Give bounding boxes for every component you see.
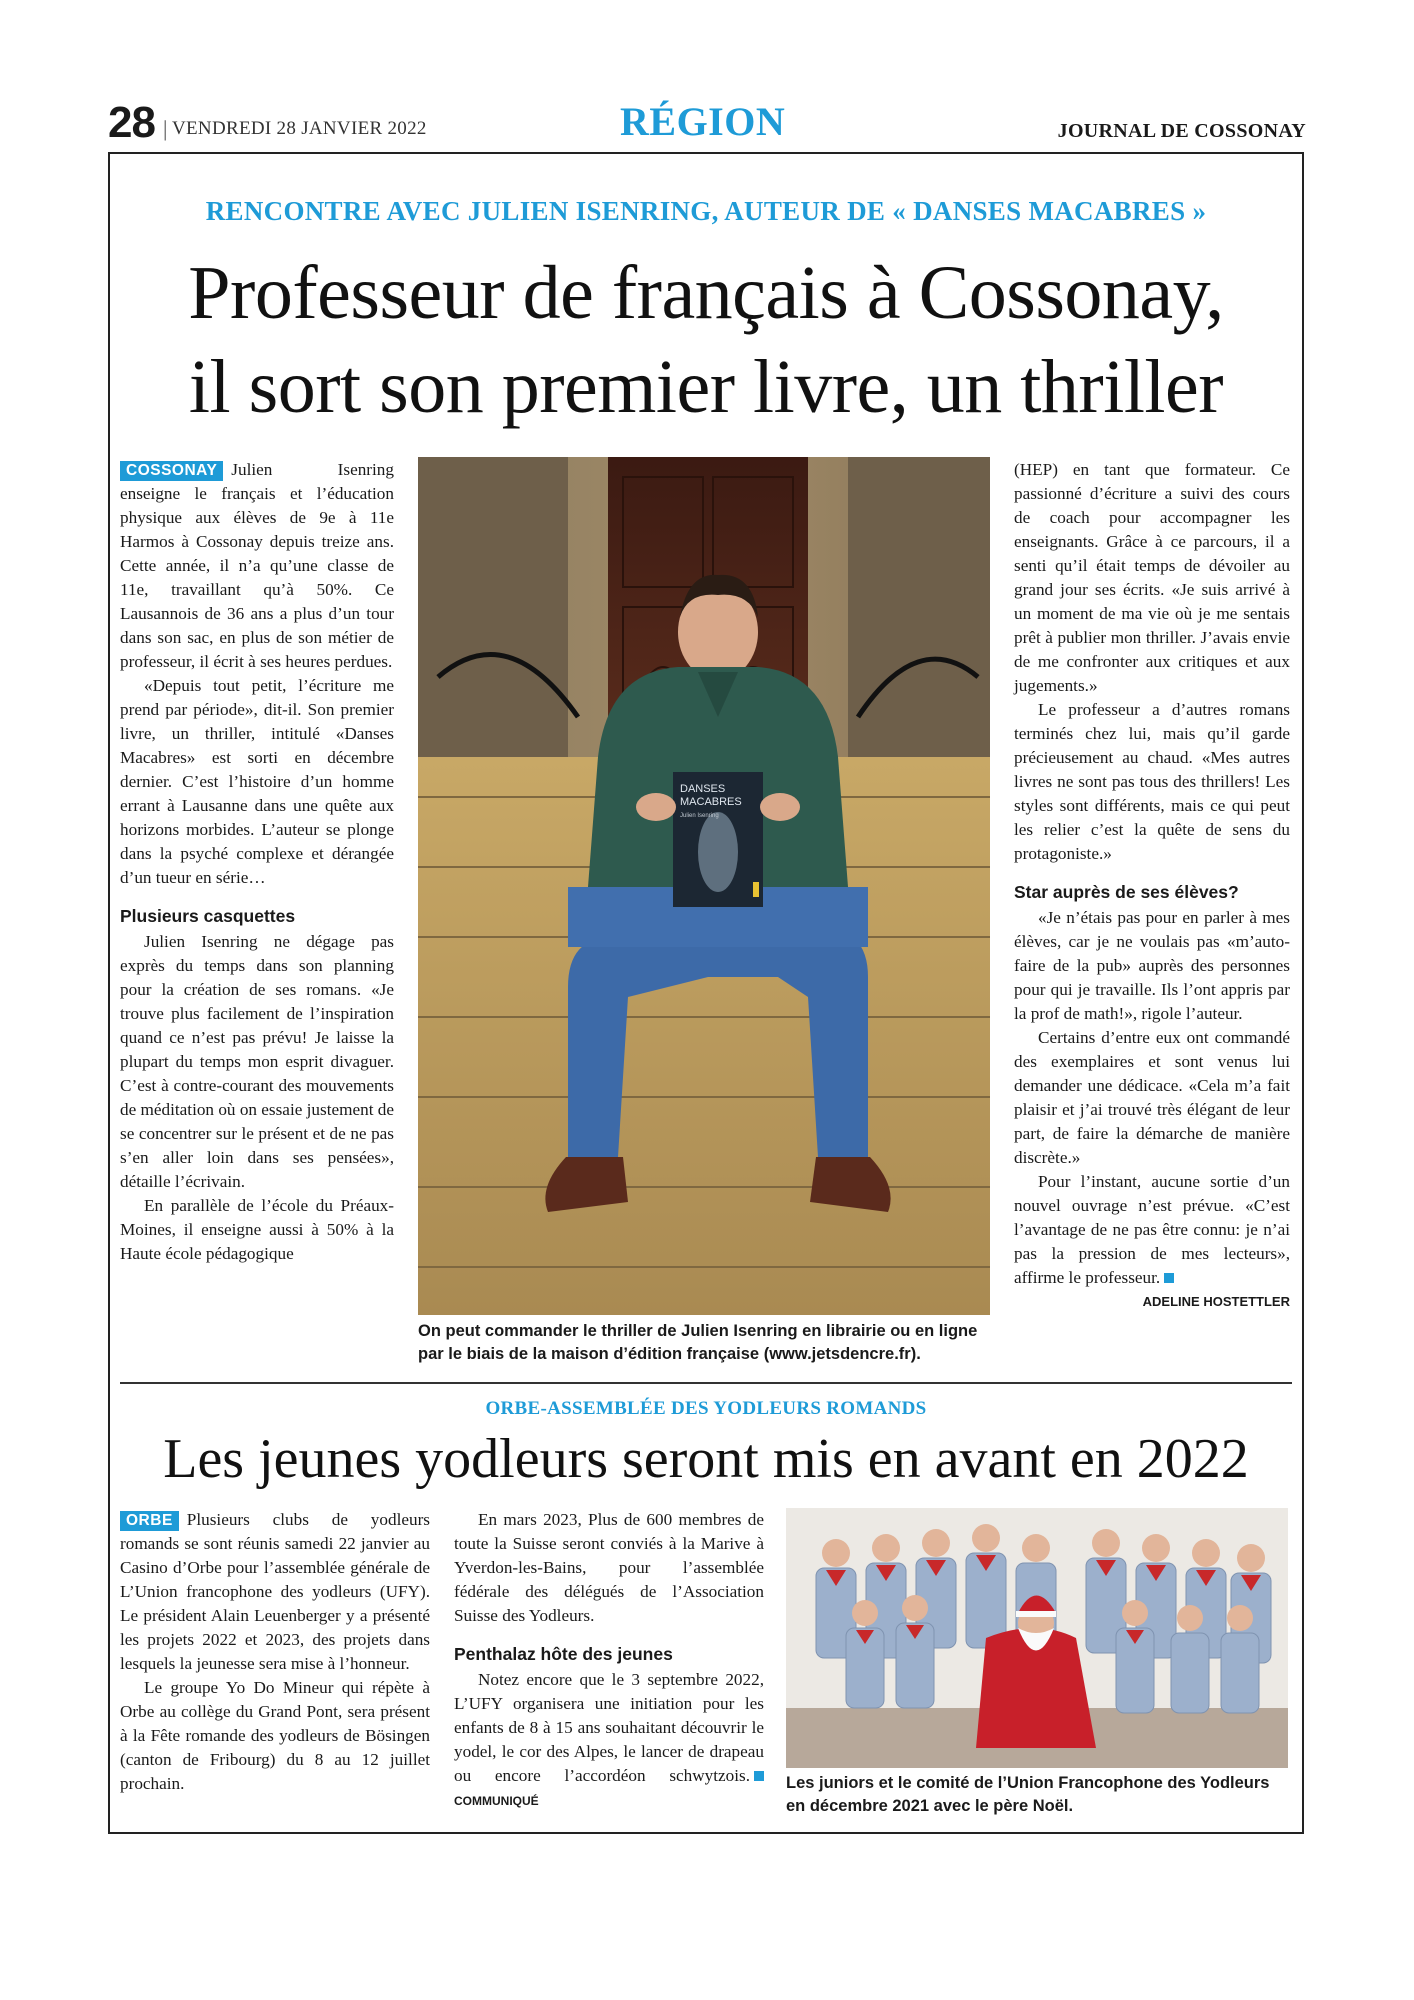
article2-paragraph: En mars 2023, Plus de 600 membres de toute la Suisse seront conviés à la Marive à Yverdon-les-Bains, pour l’assemblée fédérale des délégués de l’Association Suisse des Yodleurs. (454, 1510, 764, 1625)
article1-paragraph: «Depuis tout petit, l’écriture me prend par période», dit-il. Son premier livre, un thriller, intitulé «Danses Macabres» est sorti en décembre dernier. C’est l’histoire d’un homme errant à Lausanne dans une quête aux horizons morbides. L’auteur se plonge dans la psyché complexe et dérangée d’un tueur en série… (120, 676, 394, 887)
article1-headline (108, 246, 1304, 434)
svg-text:Julien Isenring: Julien Isenring (680, 813, 719, 819)
article2-paragraph: Notez encore que le 3 septembre 2022, L’UFY organisera une initiation pour les enfants de 8 à 15 ans souhaitant découvrir le yodel, le cor des Alpes, le lancer de drapeau ou encore l’accordéon schwytzois. COMMUNIQUÉ (454, 1670, 764, 1808)
article1-paragraph: (HEP) en tant que formateur. Ce passionné d’écriture a suivi des cours de coach pour accompagner les enseignants. Grâce à ce parcours, il a senti qu’il était temps de dévoiler au grand jour ses écrits. «Je suis arrivé à un moment de ma vie où je me sentais prêt à publier mon thriller. J’avais envie de me confronter aux critiques et aux jugements.» (1014, 460, 1290, 695)
article1-byline: ADELINE HOSTETTLER (1142, 1294, 1290, 1309)
svg-text:DANSES: DANSES (680, 783, 726, 795)
article2-paragraph: ORBE Plusieurs clubs de yodleurs romands se sont réunis samedi 22 janvier au Casino d’Orbe pour l’assemblée générale de L’Union francophone des yodleurs (UFY). Le président Alain Leuenberger y a présenté les projets 2022 et 2023, des projets dans lesquels la jeunesse sera mise à l’honneur. (120, 1510, 430, 1673)
article2-byline: COMMUNIQUÉ (454, 1794, 539, 1808)
article2-column-2 (454, 1508, 764, 1813)
article1-paragraph: Certains d’entre eux ont commandé des exemplaires et sont venus lui demander une dédicace. «Cela m’a fait plaisir et j’ai trouvé très élégant de leur part, de faire la démarche de manière discrète.» (1014, 1028, 1290, 1167)
end-of-article-marker (754, 1771, 764, 1781)
article1-subheading: Star auprès de ses élèves? (1014, 882, 1239, 902)
issue-date: VENDREDI 28 JANVIER 2022 (172, 118, 427, 139)
article2-headline: Les jeunes yodleurs seront mis en avant en 2022 (163, 1428, 1249, 1490)
page-number: 28 (108, 98, 155, 147)
yodlers-group-photo (786, 1508, 1288, 1768)
article2-photo-caption: Les juniors et le comité de l’Union Francophone des Yodleurs en décembre 2021 avec le père Noël. (786, 1774, 1270, 1815)
article-divider (120, 1382, 1292, 1384)
article1-headline-line2: il sort son premier livre, un thriller (188, 345, 1224, 429)
article1-paragraph: En parallèle de l’école du Préaux-Moines, il enseigne aussi à 50% à la Haute école pédagogique (120, 1196, 394, 1263)
header-separator: | (163, 116, 168, 141)
end-of-article-marker (1164, 1273, 1174, 1283)
article1-column-1 (120, 458, 394, 1266)
article1-paragraph: COSSONAY Julien Isenring enseigne le français et l’éducation physique aux élèves de 9e à 11e Harmos à Cossonay depuis treize ans. Cette année, il n’a qu’une classe de 11e, travaillant qu’à 50%. Ce Lausannois de 36 ans a plus d’un tour dans son sac, en plus de son métier de professeur, il écrit à ses heures perdues. (120, 460, 394, 671)
article1-paragraph: Pour l’instant, aucune sortie d’un nouvel ouvrage n’est prévue. «C’est l’avantage de ne pas être connu: je n’ai pas la pression de mes lecteurs», affirme le professeur. ADELINE HOSTETTLER (1014, 1170, 1290, 1290)
article1-column-3 (1014, 458, 1290, 1314)
article1-paragraph: «Je n’étais pas pour en parler à mes élèves, car je ne voulais pas «m’auto-faire de la pub» auprès des personnes pour qui je travaille. Ils l’ont appris par la prof de math!», rigole l’auteur. (1014, 908, 1290, 1023)
article1-photo-caption: On peut commander le thriller de Julien Isenring en librairie ou en ligne par le biais de la maison d’édition française (www.jetsdencre.fr). (418, 1322, 978, 1363)
article1-subheading: Plusieurs casquettes (120, 906, 296, 926)
article1-paragraph: Julien Isenring ne dégage pas exprès du temps dans son planning pour la création de ses romans. «Je trouve plus facilement de l’inspiration quand ce n’est pas prévu! Je laisse la plupart du temps mon esprit divaguer. C’est à contre-courant des mouvements de méditation où on essaie justement de se concentrer sur le présent et de ne pas s’en aller loin dans ses pensées», détaille l’écrivain. (120, 932, 394, 1191)
location-tag: ORBE (120, 1511, 179, 1531)
article2-paragraph: Le groupe Yo Do Mineur qui répète à Orbe au collège du Grand Pont, sera présent à la Fête romande des yodleurs de Bösingen (canton de Fribourg) du 8 au 12 juillet prochain. (120, 1678, 430, 1793)
svg-text:MACABRES: MACABRES (680, 796, 742, 808)
location-tag: COSSONAY (120, 461, 223, 481)
article2-kicker: ORBE-ASSEMBLÉE DES YODLEURS ROMANDS (485, 1398, 927, 1419)
article1-headline-line1: Professeur de français à Cossonay, (188, 251, 1224, 335)
article1-kicker: RENCONTRE AVEC JULIEN ISENRING, AUTEUR DE « DANSES MACABRES » (205, 196, 1207, 226)
author-photo (418, 457, 990, 1315)
article2-subheading: Penthalaz hôte des jeunes (454, 1644, 673, 1664)
journal-name: JOURNAL DE COSSONAY (1057, 120, 1306, 142)
section-title: RÉGION (620, 99, 786, 144)
article1-paragraph: Le professeur a d’autres romans terminés chez lui, mais qu’il garde précieusement au chaud. «Mes autres livres ne sont pas tous des thrillers! Les styles sont différents, mais ce qui peut les relier c’est la quête de sens du protagoniste.» (1014, 700, 1290, 863)
article2-column-1 (120, 1508, 430, 1796)
